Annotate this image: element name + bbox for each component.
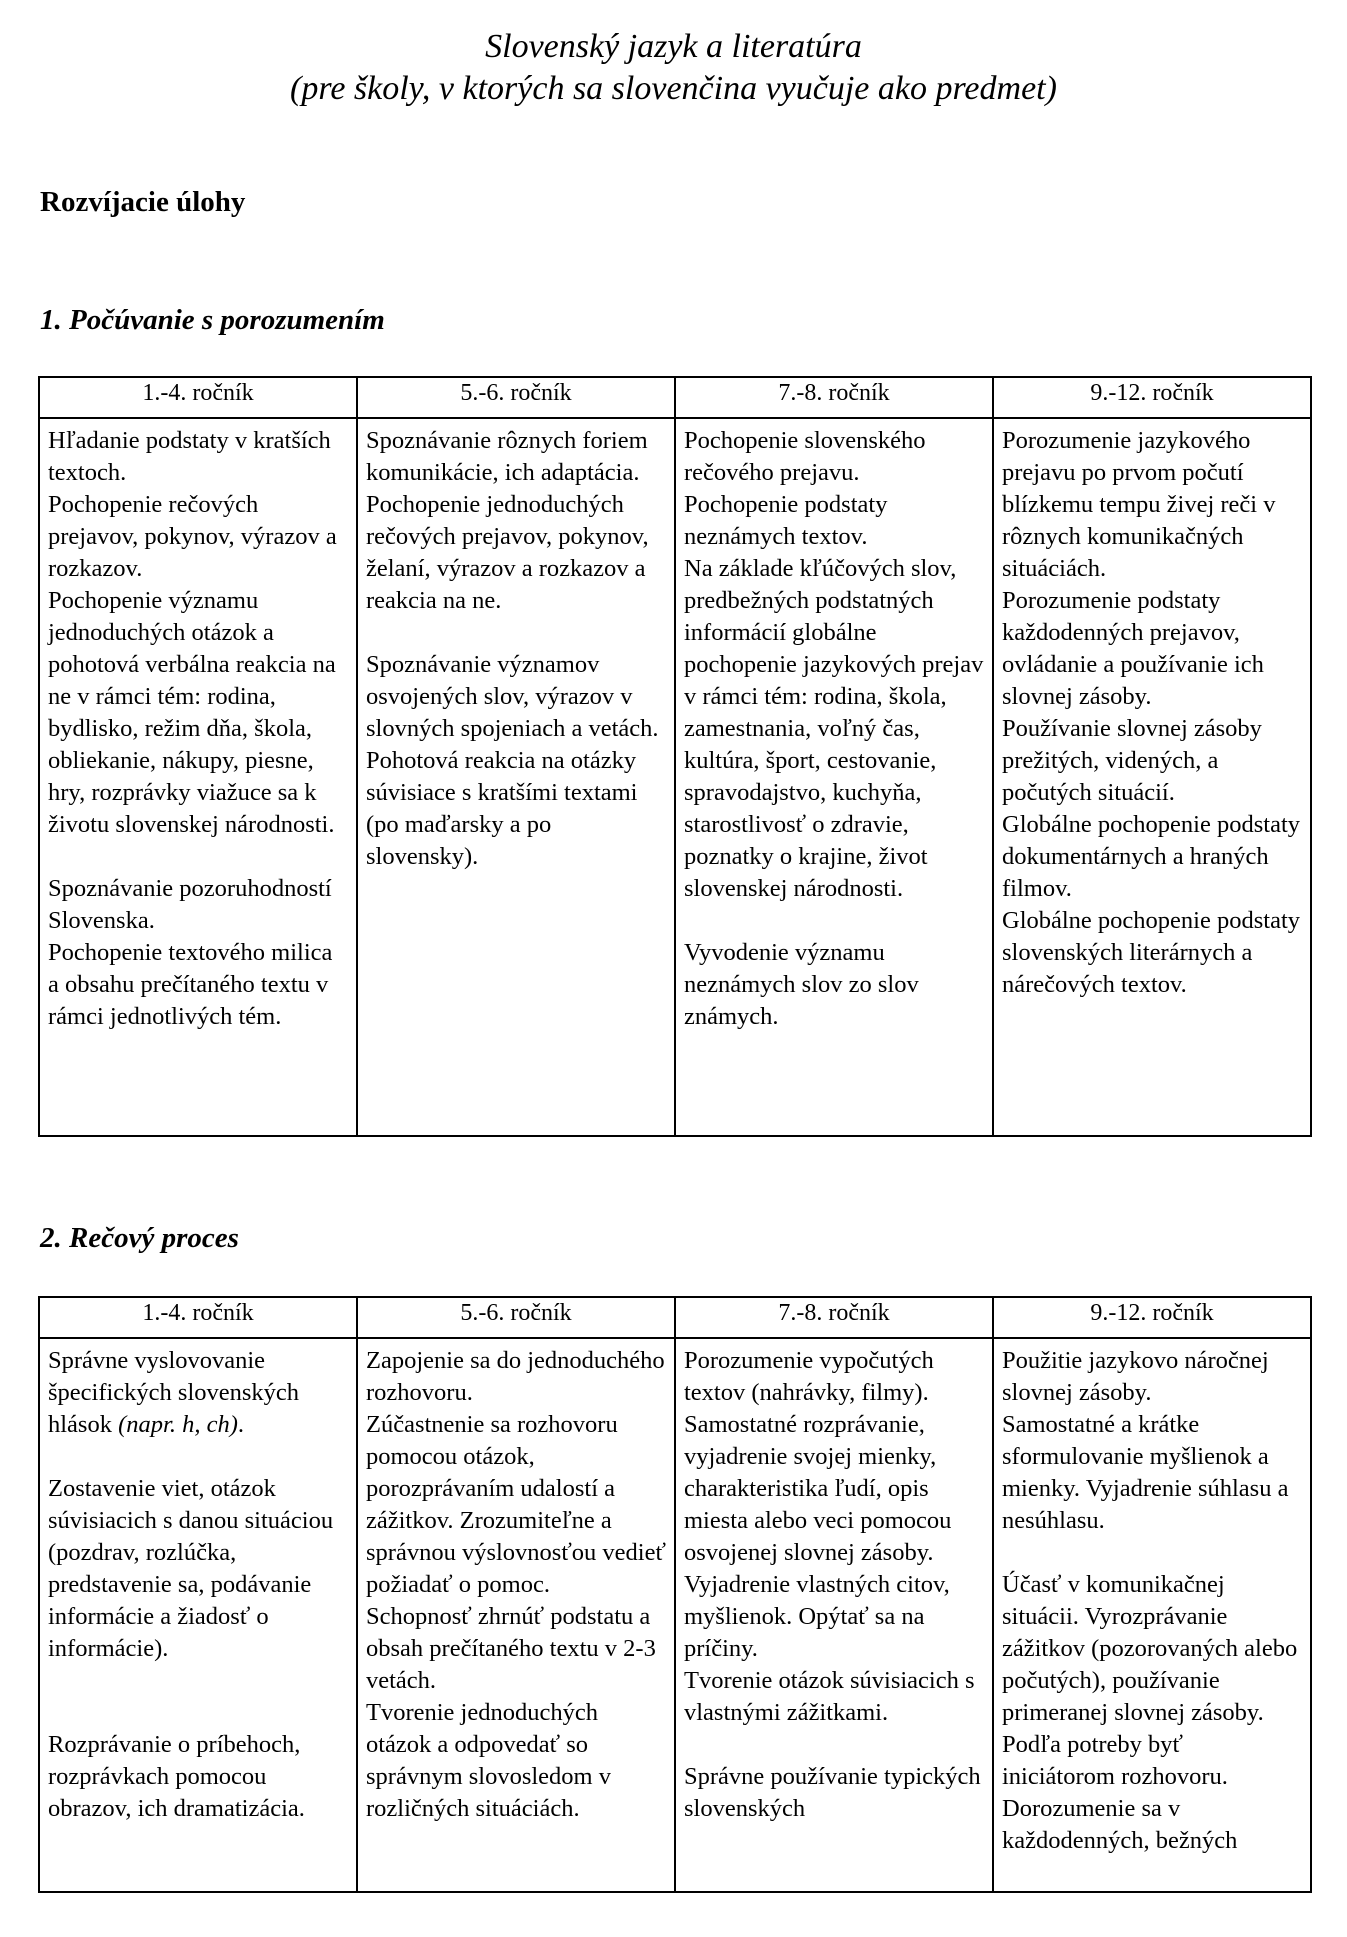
cell-grade-7-8 [675, 418, 993, 1136]
column-header: 5.-6. ročník [357, 377, 675, 418]
table-header-row [39, 1297, 1311, 1338]
cell-paragraph: Účasť v komunikačnej situácii. Vyrozprávanie zážitkov (pozorovaných alebo počutých), používanie primeranej slovnej zásoby. [1002, 1571, 1298, 1726]
cell-paragraph: Rozprávanie o príbehoch, rozprávkach pomocou obrazov, ich dramatizácia. [48, 1731, 305, 1822]
cell-grade-1-4 [39, 418, 357, 1136]
paragraph-gap [366, 617, 666, 649]
column-header: 7.-8. ročník [675, 1297, 993, 1338]
cell-paragraph: Spoznávanie rôznych foriem komunikácie, ich adaptácia. [366, 427, 648, 486]
cell-paragraph: Zostavenie viet, otázok súvisiacich s danou situáciou (pozdrav, rozlúčka, predstavenie sa, podávanie informácie a žiadosť o informácie). [48, 1475, 334, 1662]
cell-paragraph: Pochopenie jednoduchých rečových prejavov, pokynov, želaní, výrazov a rozkazov a reakcia na ne. [366, 491, 649, 614]
section-2-table [38, 1296, 1312, 1893]
cell-grade-5-6 [357, 1338, 675, 1892]
cell-paragraph: Globálne pochopenie podstaty slovenských literárnych a nárečových textov. [1002, 907, 1301, 998]
column-header: 1.-4. ročník [39, 1297, 357, 1338]
document-title [0, 26, 1347, 110]
cell-paragraph: Správne používanie typických slovenských [684, 1763, 981, 1822]
cell-paragraph: Používanie slovnej zásoby prežitých, videných, a počutých situácií. [1002, 715, 1262, 806]
main-heading: Rozvíjacie úlohy [40, 186, 246, 218]
paragraph-gap [684, 905, 984, 937]
cell-paragraph: Zúčastnenie sa rozhovoru pomocou otázok, porozprávaním udalostí a zážitkov. Zrozumiteľne a správnou výslovnosťou vedieť požiadať o pomoc. [366, 1411, 666, 1598]
cell-text: Správne vyslovovanie špecifických slovenských hlások [48, 1347, 300, 1438]
cell-paragraph: Na základe kľúčových slov, predbežných podstatných informácií globálne pochopenie jazykových prejav v rámci tém: rodina, škola, zamestnania, voľný čas, kultúra, šport, cestovanie, spravodajstvo, kuchyňa, starostlivosť o zdravie, poznatky o krajine, život slovenskej národnosti. [684, 555, 984, 902]
paragraph-gap [48, 841, 348, 873]
cell-paragraph: Pochopenie rečových prejavov, pokynov, výrazov a rozkazov. [48, 491, 337, 582]
example-text: (napr. h, ch) [118, 1411, 238, 1438]
cell-paragraph: Vyvodenie významu neznámych slov zo slov známych. [684, 939, 919, 1030]
cell-grade-9-12 [993, 1338, 1311, 1892]
cell-paragraph: Spoznávanie významov osvojených slov, výrazov v slovných spojeniach a vetách. Pohotová reakcia na otázky súvisiace s kratšími textami (po maďarsky a po slovensky). [366, 651, 659, 870]
table-row [39, 1338, 1311, 1892]
section-1-table [38, 376, 1312, 1137]
paragraph-gap [48, 1697, 348, 1729]
cell-grade-5-6 [357, 418, 675, 1136]
cell-paragraph: Pochopenie významu jednoduchých otázok a pohotová verbálna reakcia na ne v rámci tém: rodina, bydlisko, režim dňa, škola, obliekanie, nákupy, piesne, hry, rozprávky viažuce sa k životu slovenskej národnosti. [48, 587, 336, 838]
cell-paragraph: Globálne pochopenie podstaty dokumentárnych a hraných filmov. [1002, 811, 1301, 902]
cell-paragraph: Spoznávanie pozoruhodností Slovenska. [48, 875, 332, 934]
cell-grade-1-4 [39, 1338, 357, 1892]
cell-paragraph: Porozumenie jazykového prejavu po prvom počutí blízkemu tempu živej reči v rôznych komunikačných situáciách. [1002, 427, 1276, 582]
paragraph-gap [48, 1441, 348, 1473]
cell-grade-7-8 [675, 1338, 993, 1892]
cell-grade-9-12 [993, 418, 1311, 1136]
column-header: 9.-12. ročník [993, 1297, 1311, 1338]
cell-paragraph: Porozumenie vypočutých textov (nahrávky, filmy). [684, 1347, 934, 1406]
table-row [39, 418, 1311, 1136]
cell-paragraph: Tvorenie otázok súvisiacich s vlastnými zážitkami. [684, 1667, 975, 1726]
cell-paragraph: Pochopenie textového milica a obsahu prečítaného textu v rámci jednotlivých tém. [48, 939, 333, 1030]
cell-paragraph: Použitie jazykovo náročnej slovnej zásoby. [1002, 1347, 1269, 1406]
section-2-heading: 2. Rečový proces [40, 1222, 239, 1254]
cell-paragraph: Hľadanie podstaty v kratších textoch. [48, 427, 331, 486]
column-header: 1.-4. ročník [39, 377, 357, 418]
cell-paragraph: Podľa potreby byť iniciátorom rozhovoru. [1002, 1731, 1228, 1790]
paragraph-gap [48, 1665, 348, 1697]
cell-paragraph: Samostatné a krátke sformulovanie myšlienok a mienky. Vyjadrenie súhlasu a nesúhlasu. [1002, 1411, 1289, 1534]
cell-paragraph [48, 1345, 348, 1441]
cell-paragraph: Zapojenie sa do jednoduchého rozhovoru. [366, 1347, 665, 1406]
section-1-heading: 1. Počúvanie s porozumením [40, 304, 385, 336]
cell-paragraph: Porozumenie podstaty každodenných prejavov, ovládanie a používanie ich slovnej zásoby. [1002, 587, 1264, 710]
cell-paragraph: Dorozumenie sa v každodenných, bežných [1002, 1795, 1238, 1854]
cell-paragraph: Pochopenie slovenského rečového prejavu. [684, 427, 926, 486]
paragraph-gap [1002, 1537, 1302, 1569]
cell-paragraph: Tvorenie jednoduchých otázok a odpovedať so správnym slovosledom v rozličných situáciách. [366, 1699, 611, 1822]
cell-paragraph: Pochopenie podstaty neznámych textov. [684, 491, 888, 550]
cell-paragraph: Vyjadrenie vlastných citov, myšlienok. Opýtať sa na príčiny. [684, 1571, 950, 1662]
title-line-2: (pre školy, v ktorých sa slovenčina vyučuje ako predmet) [290, 70, 1057, 107]
cell-paragraph: Schopnosť zhrnúť podstatu a obsah prečítaného textu v 2-3 vetách. [366, 1603, 656, 1694]
cell-paragraph: Samostatné rozprávanie, vyjadrenie svojej mienky, charakteristika ľudí, opis miesta alebo veci pomocou osvojenej slovnej zásoby. [684, 1411, 952, 1566]
paragraph-gap [684, 1729, 984, 1761]
column-header: 5.-6. ročník [357, 1297, 675, 1338]
cell-text: . [237, 1411, 244, 1438]
column-header: 9.-12. ročník [993, 377, 1311, 418]
title-line-1: Slovenský jazyk a literatúra [485, 28, 862, 65]
column-header: 7.-8. ročník [675, 377, 993, 418]
table-header-row [39, 377, 1311, 418]
